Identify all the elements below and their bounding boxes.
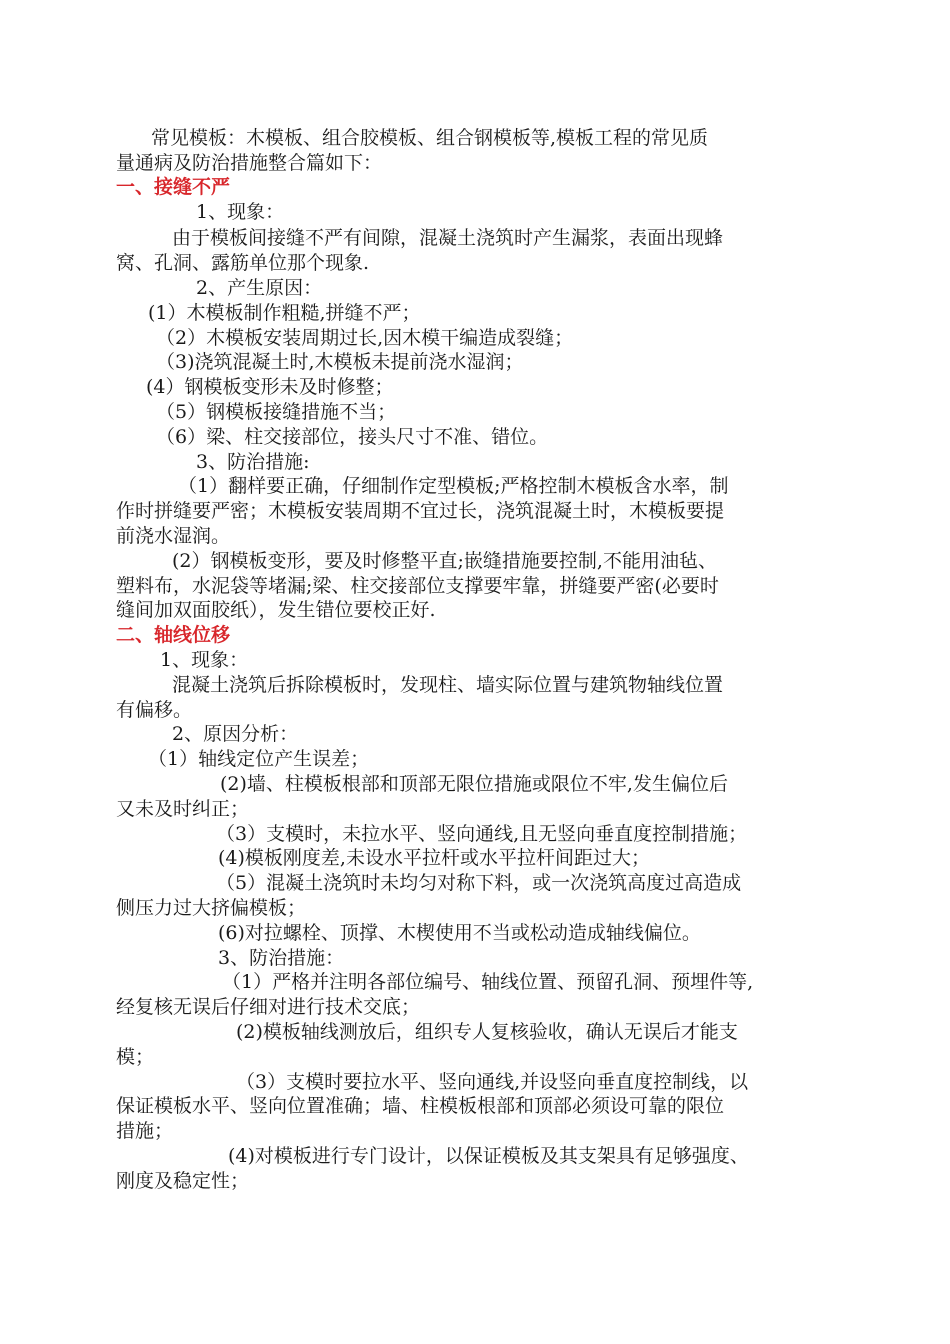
paragraph-line: (4)对模板进行专门设计，以保证模板及其支架具有足够强度、 — [228, 1145, 749, 1167]
paragraph-line: 缝间加双面胶纸），发生错位要校正好. — [116, 599, 436, 621]
subsection-title: 3、防治措施： — [218, 947, 345, 969]
paragraph-line: （3）支模时要拉水平、竖向通线,并设竖向垂直度控制线，以 — [236, 1071, 749, 1093]
paragraph-line: 作时拼缝要严密；木模板安装周期不宜过长，浇筑混凝土时，木模板要提 — [116, 500, 725, 522]
subsection-title: 1、现象： — [160, 649, 249, 671]
list-item: （3）支模时，未拉水平、竖向通线,且无竖向垂直度控制措施； — [216, 823, 748, 845]
list-item: (6)对拉螺栓、顶撑、木楔使用不当或松动造成轴线偏位。 — [218, 922, 701, 944]
list-item: (4）钢模板变形未及时修整； — [146, 376, 394, 398]
paragraph-line: (2)模板轴线测放后，组织专人复核验收，确认无误后才能支 — [236, 1021, 738, 1043]
intro-line: 常见模板：木模板、组合胶模板、组合钢模板等,模板工程的常见质 — [151, 127, 709, 149]
list-item: (2)墙、柱模板根部和顶部无限位措施或限位不牢,发生偏位后 — [220, 773, 728, 795]
paragraph-line: 保证模板水平、竖向位置准确；墙、柱模板根部和顶部必须设可靠的限位 — [116, 1095, 725, 1117]
paragraph-line: 混凝土浇筑后拆除模板时，发现柱、墙实际位置与建筑物轴线位置 — [172, 674, 724, 696]
paragraph-line: 刚度及稳定性； — [116, 1170, 250, 1192]
list-item: （1）轴线定位产生误差； — [148, 748, 370, 770]
section-heading: 一、接缝不严 — [116, 176, 231, 198]
list-item: (1）木模板制作粗糙,拼缝不严； — [148, 302, 421, 324]
list-item: （3)浇筑混凝土时,木模板未提前浇水湿润； — [156, 351, 524, 373]
section-heading: 二、轴线位移 — [116, 624, 231, 646]
list-item: 侧压力过大挤偏模板； — [116, 897, 307, 919]
paragraph-line: （1）翻样要正确，仔细制作定型模板;严格控制木模板含水率，制 — [178, 475, 729, 497]
paragraph-line: （1）严格并注明各部位编号、轴线位置、预留孔洞、预埋件等, — [222, 971, 754, 993]
subsection-title: 2、产生原因： — [196, 277, 323, 299]
intro-line: 量通病及防治措施整合篇如下： — [116, 152, 383, 174]
list-item: （2）木模板安装周期过长,因木模干编造成裂缝； — [156, 327, 574, 349]
paragraph-line: 有偏移。 — [116, 699, 193, 721]
list-item: （5）混凝土浇筑时未均匀对称下料，或一次浇筑高度过高造成 — [216, 872, 742, 894]
subsection-title: 3、防治措施: — [196, 451, 310, 473]
list-item: 又未及时纠正； — [116, 798, 250, 820]
list-item: （5）钢模板接缝措施不当； — [156, 401, 397, 423]
paragraph-line: 由于模板间接缝不严有间隙，混凝土浇筑时产生漏浆，表面出现蜂 — [172, 227, 724, 249]
paragraph-line: 塑料布，水泥袋等堵漏;梁、柱交接部位支撑要牢靠，拼缝要严密(必要时 — [116, 575, 719, 597]
paragraph-line: 窝、孔洞、露筋单位那个现象. — [116, 252, 370, 274]
list-item: （6）梁、柱交接部位，接头尺寸不准、错位。 — [156, 426, 549, 448]
list-item: (4)模板刚度差,未设水平拉杆或水平拉杆间距过大； — [218, 847, 650, 869]
subsection-title: 1、现象： — [196, 201, 285, 223]
paragraph-line: (2）钢模板变形，要及时修整平直;嵌缝措施要控制,不能用油毡、 — [172, 550, 717, 572]
subsection-title: 2、原因分析： — [172, 723, 299, 745]
paragraph-line: 措施； — [116, 1120, 174, 1142]
paragraph-line: 经复核无误后仔细对进行技术交底； — [116, 996, 421, 1018]
paragraph-line: 前浇水湿润。 — [116, 525, 231, 547]
paragraph-line: 模； — [116, 1046, 155, 1068]
